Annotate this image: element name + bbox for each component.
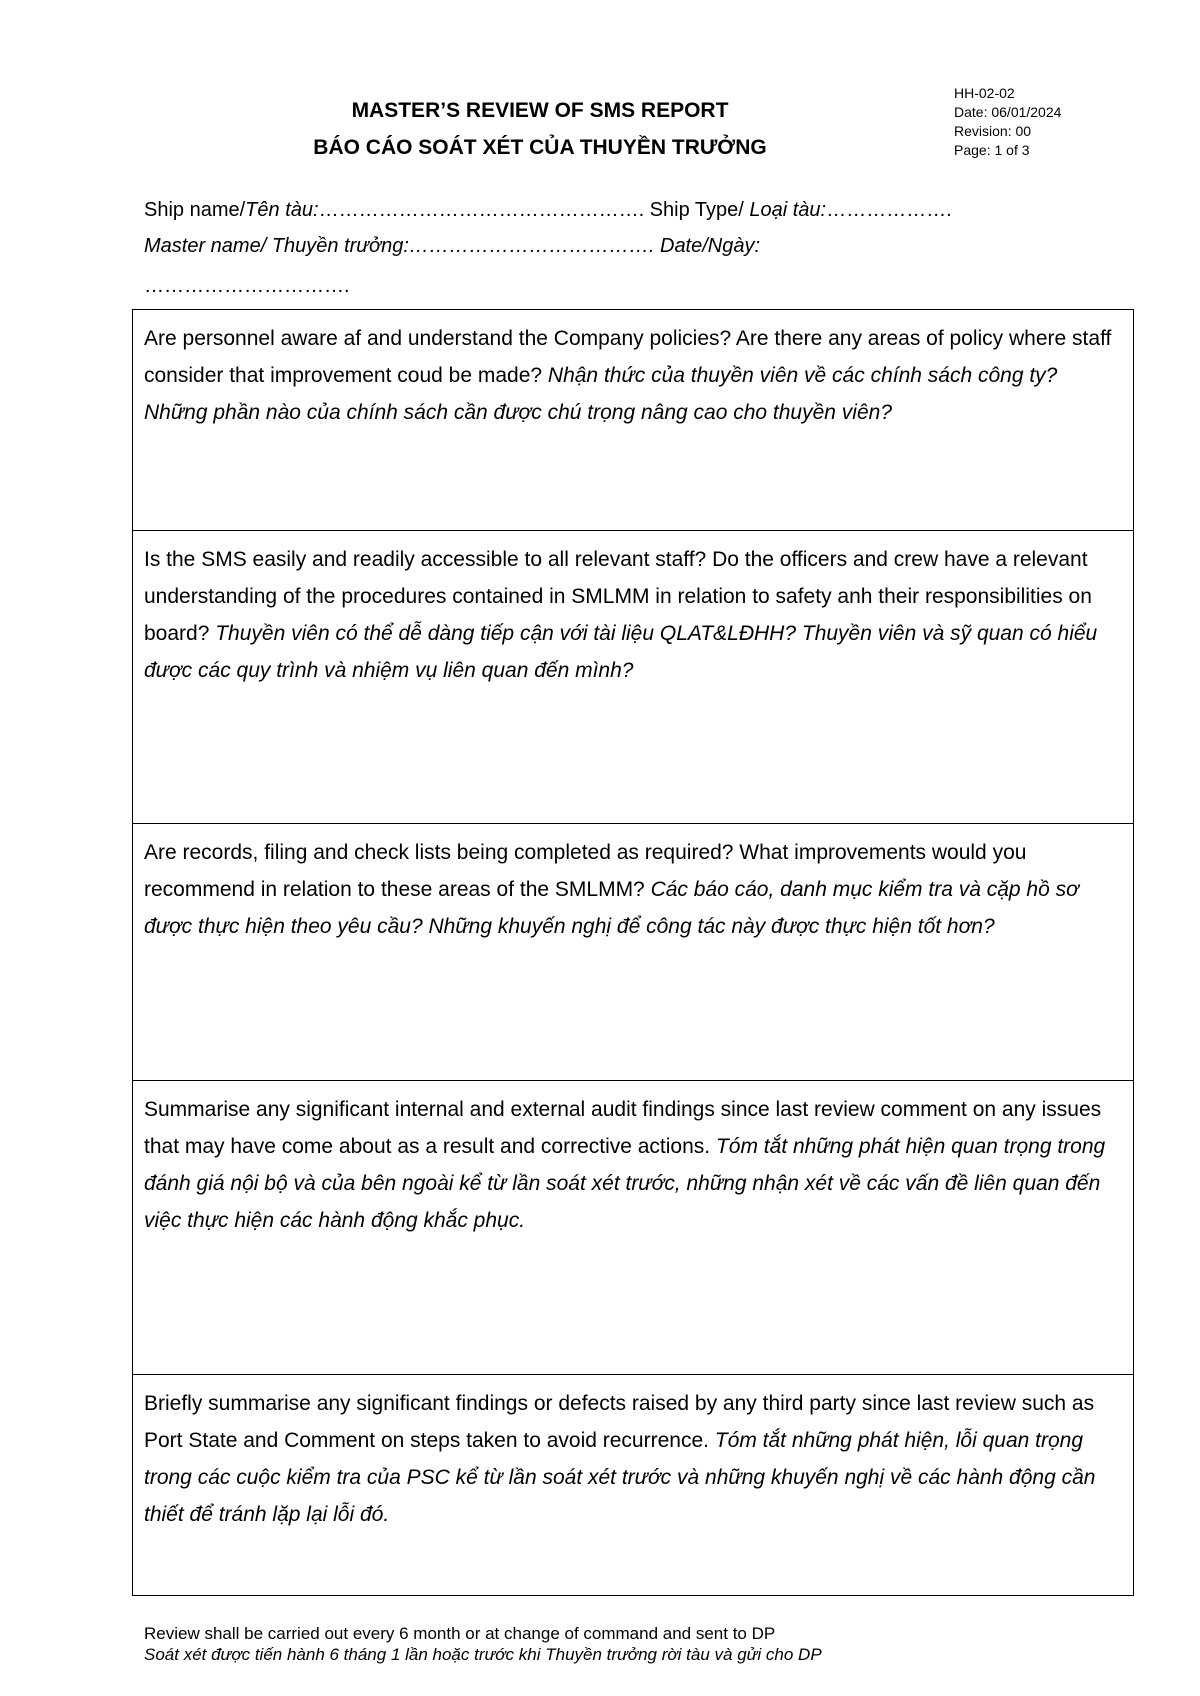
question-box-2[interactable] bbox=[132, 531, 1134, 824]
question-3-en: Are records, filing and check lists being completed as required? What improvements would you recommend in relation to these areas of the SMLMM? bbox=[144, 841, 1027, 901]
question-box-3[interactable] bbox=[132, 824, 1134, 1081]
master-name-label: Master name/ Thuyền trưởng: bbox=[144, 235, 409, 257]
question-box-4[interactable] bbox=[132, 1081, 1134, 1375]
ship-type-field[interactable]: ………………. bbox=[826, 199, 952, 221]
question-1-vi: Nhận thức của thuyền viên về các chính sách công ty? Những phần nào của chính sách cần được chú trọng nâng cao cho thuyền viên? bbox=[144, 364, 1058, 424]
document-control-block bbox=[954, 84, 1061, 160]
question-box-1[interactable] bbox=[132, 309, 1134, 531]
ship-type-label: Ship Type/ bbox=[644, 199, 744, 221]
date-label: Date/Ngày: bbox=[654, 235, 761, 257]
question-4-en: Summarise any significant internal and external audit findings since last review comment on any issues that may have come about as a result and corrective actions. bbox=[144, 1098, 1102, 1158]
doc-code: HH-02-02 bbox=[954, 85, 1015, 101]
ship-name-field[interactable]: …………………………………………. bbox=[318, 199, 645, 221]
doc-date: Date: 06/01/2024 bbox=[954, 104, 1062, 120]
question-box-5[interactable] bbox=[132, 1375, 1134, 1596]
footer-note-en: Review shall be carried out every 6 month or at change of command and sent to DP bbox=[144, 1624, 776, 1643]
document-title-en: MASTER’S REVIEW OF SMS REPORT bbox=[351, 99, 729, 122]
ship-info-line bbox=[144, 199, 952, 222]
master-info-line bbox=[144, 235, 760, 258]
footer-note-vi: Soát xét được tiến hành 6 tháng 1 lần hoặc trước khi Thuyền trưởng rời tàu và gửi cho DP bbox=[144, 1645, 822, 1664]
question-5-vi: Tóm tắt những phát hiện, lỗi quan trọng trong các cuộc kiểm tra của PSC kể từ lần soát xét trước và những khuyến nghị về các hành động cần thiết để tránh lặp lại lỗi đó. bbox=[144, 1429, 1096, 1526]
doc-revision: Revision: 00 bbox=[954, 123, 1032, 139]
ship-name-label-vi: Tên tàu: bbox=[245, 199, 319, 221]
document-title-vi: BÁO CÁO SOÁT XÉT CỦA THUYỀN TRƯỞNG bbox=[313, 136, 767, 159]
question-1-en: Are personnel aware af and understand the Company policies? Are there any areas of policy where staff consider that improvement coud be made? bbox=[144, 327, 1112, 387]
ship-name-label: Ship name/ bbox=[144, 199, 246, 221]
doc-page: Page: 1 of 3 bbox=[954, 142, 1030, 158]
question-3-vi: Các báo cáo, danh mục kiểm tra và cặp hồ sơ được thực hiện theo yêu cầu? Những khuyến nghị để công tác này được thực hiện tốt hơn? bbox=[144, 878, 1079, 938]
question-4-vi: Tóm tắt những phát hiện quan trọng trong đánh giá nội bộ và của bên ngoài kể từ lần soát xét trước, những nhận xét về các vấn đề liên quan đến việc thực hiện các hành động khắc phục. bbox=[144, 1135, 1106, 1232]
question-2-vi: Thuyền viên có thể dễ dàng tiếp cận với tài liệu QLAT&LĐHH? Thuyền viên và sỹ quan có hiểu được các quy trình và nhiệm vụ liên quan đến mình? bbox=[144, 622, 1098, 682]
question-2-en: Is the SMS easily and readily accessible to all relevant staff? Do the officers and crew have a relevant understanding of the procedures contained in SMLMM in relation to safety anh their responsibilities on board? bbox=[144, 548, 1092, 645]
date-field[interactable]: …………………………. bbox=[144, 275, 350, 297]
question-5-en: Briefly summarise any significant findings or defects raised by any third party since last review such as Port State and Comment on steps taken to avoid recurrence. bbox=[144, 1392, 1095, 1452]
master-name-field[interactable]: ………………………………. bbox=[408, 235, 655, 257]
ship-type-label-vi: Loại tàu: bbox=[743, 199, 827, 221]
